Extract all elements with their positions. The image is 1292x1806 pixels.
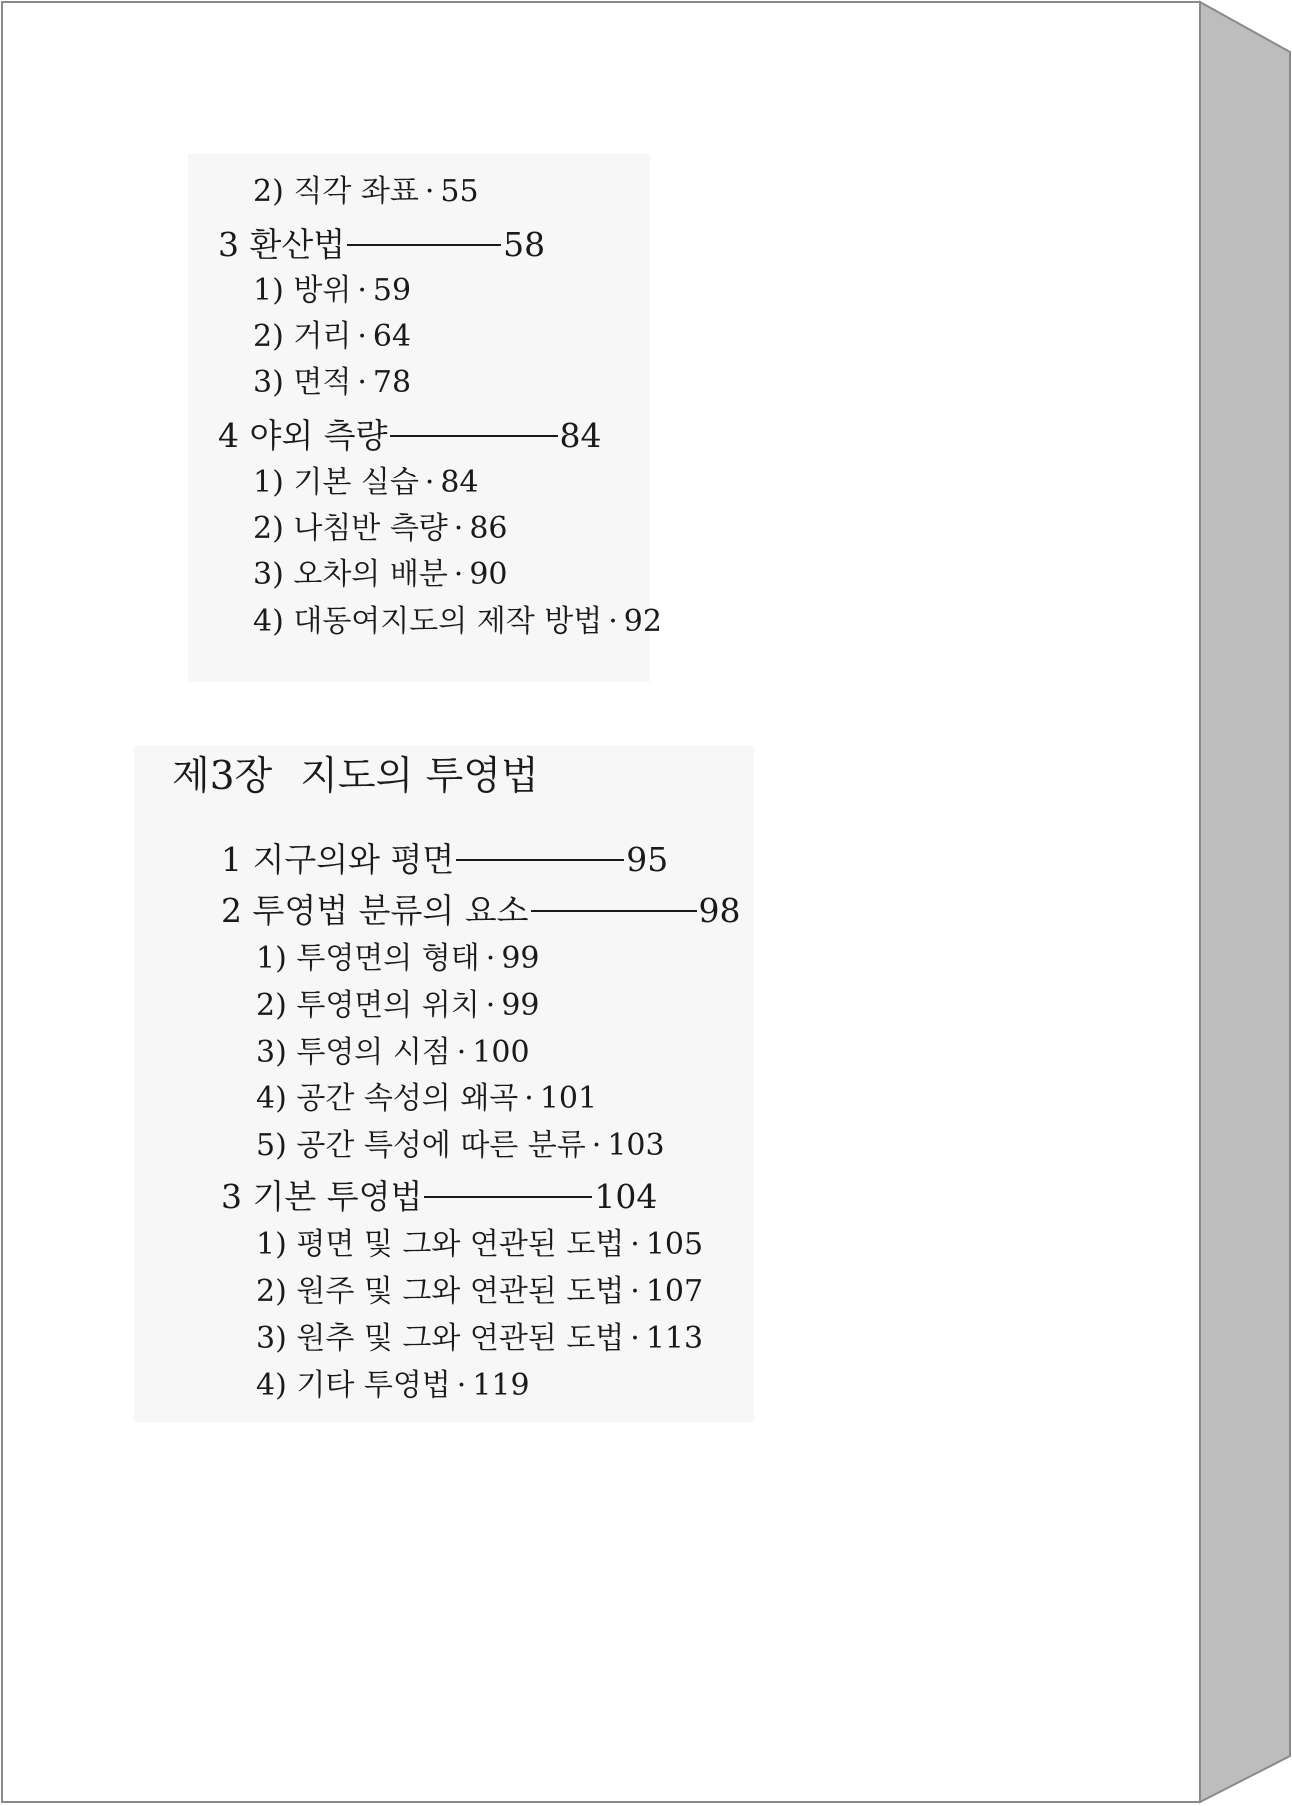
section-title: 환산법 [249, 225, 346, 264]
chapter-label-suffix: 장 [234, 754, 273, 799]
leader-line [347, 244, 501, 246]
toc-entry [256, 1274, 704, 1309]
leader-line [531, 910, 697, 912]
page-separator: · [630, 1274, 640, 1309]
section-number: 2 [221, 891, 242, 930]
section-page: 84 [559, 416, 602, 455]
entry-number: 1) [256, 1227, 287, 1262]
entry-page: 99 [501, 941, 540, 976]
toc-entry [256, 1035, 530, 1070]
entry-title: 거리 [293, 319, 352, 354]
toc-entry [253, 557, 508, 592]
page-separator: · [591, 1128, 602, 1163]
entry-title: 면적 [293, 365, 352, 400]
entry-number: 3) [256, 1321, 287, 1356]
entry-title: 기타 투영법 [296, 1368, 451, 1403]
entry-title: 투영의 시점 [296, 1035, 451, 1070]
section-title: 지구의와 평면 [252, 840, 455, 879]
entry-page: 119 [472, 1368, 530, 1403]
entry-page: 84 [440, 465, 479, 500]
entry-page: 86 [469, 511, 508, 546]
toc-entry [253, 273, 412, 308]
toc-entry [253, 604, 662, 639]
entry-number: 3) [256, 1035, 287, 1070]
toc-entry [256, 1227, 704, 1262]
section-page: 98 [698, 891, 741, 930]
entry-page: 99 [501, 988, 540, 1023]
toc-entry [256, 1368, 530, 1403]
section-number: 3 [221, 1177, 242, 1216]
entry-number: 1) [253, 465, 284, 500]
chapter-label-prefix: 제 [172, 754, 210, 799]
section-number: 1 [221, 840, 242, 879]
entry-number: 1) [253, 273, 284, 308]
entry-title: 직각 좌표 [293, 174, 419, 209]
entry-number: 2) [256, 1274, 287, 1309]
toc-entry [253, 365, 412, 400]
entry-title: 대동여지도의 제작 방법 [293, 604, 603, 639]
leader-line [456, 859, 624, 861]
entry-page: 59 [372, 273, 412, 308]
entry-number: 2) [253, 174, 284, 209]
page-separator: · [524, 1081, 534, 1116]
entry-title: 공간 특성에 따른 분류 [296, 1128, 586, 1163]
page-separator: · [357, 319, 367, 354]
page-separator: · [456, 1368, 467, 1403]
entry-title: 공간 속성의 왜곡 [296, 1081, 519, 1116]
entry-title: 방위 [293, 273, 352, 308]
entry-number: 3) [253, 365, 284, 400]
toc-entry [256, 1321, 704, 1356]
leader-line [390, 435, 558, 437]
section-number: 3 [218, 225, 239, 264]
toc-entry [256, 988, 540, 1023]
entry-page: 103 [607, 1128, 665, 1163]
page-separator: · [630, 1227, 640, 1262]
chapter-heading [172, 754, 539, 799]
entry-number: 2) [253, 511, 284, 546]
page-separator: · [456, 1035, 467, 1070]
leader-line [424, 1196, 592, 1198]
section-number: 4 [218, 416, 239, 455]
toc-entry [253, 465, 479, 500]
entry-page: 113 [645, 1321, 704, 1356]
entry-page: 90 [469, 557, 508, 592]
entry-page: 92 [623, 604, 662, 639]
entry-title: 평면 및 그와 연관된 도법 [296, 1227, 625, 1262]
page-separator: · [485, 941, 496, 976]
page-separator: · [424, 465, 435, 500]
section-title: 투영법 분류의 요소 [252, 891, 529, 930]
page-separator: · [453, 511, 464, 546]
entry-title: 나침반 측량 [293, 511, 448, 546]
entry-page: 55 [440, 174, 479, 209]
section-title: 기본 투영법 [252, 1177, 423, 1216]
entry-page: 100 [472, 1035, 530, 1070]
toc-entry [253, 511, 508, 546]
entry-page: 105 [645, 1227, 704, 1262]
toc-section [221, 891, 741, 930]
entry-title: 원주 및 그와 연관된 도법 [296, 1274, 625, 1309]
entry-title: 기본 실습 [293, 465, 419, 500]
toc-entry [256, 1128, 665, 1163]
book-spine [1200, 2, 1290, 1802]
page-separator: · [357, 365, 367, 400]
page-separator: · [485, 988, 496, 1023]
entry-number: 4) [256, 1368, 287, 1403]
entry-page: 64 [372, 319, 412, 354]
entry-title: 오차의 배분 [293, 557, 448, 592]
chapter-number: 3 [209, 754, 235, 799]
page-separator: · [608, 604, 618, 639]
toc-section [218, 225, 546, 264]
entry-number: 1) [256, 941, 287, 976]
section-page: 104 [594, 1177, 658, 1216]
toc-section [218, 416, 602, 455]
entry-number: 5) [256, 1128, 287, 1163]
toc-section [221, 840, 669, 879]
section-title: 야외 측량 [249, 416, 388, 455]
toc-page [6, 4, 1198, 1800]
page-separator: · [453, 557, 464, 592]
entry-page: 107 [645, 1274, 704, 1309]
toc-entry [253, 174, 479, 209]
entry-number: 4) [253, 604, 284, 639]
entry-number: 3) [253, 557, 284, 592]
page-separator: · [357, 273, 367, 308]
entry-number: 4) [256, 1081, 287, 1116]
entry-title: 원추 및 그와 연관된 도법 [296, 1321, 625, 1356]
entry-page: 78 [372, 365, 412, 400]
entry-title: 투영면의 형태 [296, 941, 480, 976]
entry-number: 2) [256, 988, 287, 1023]
section-page: 95 [626, 840, 669, 879]
toc-entry [253, 319, 412, 354]
entry-title: 투영면의 위치 [296, 988, 480, 1023]
section-page: 58 [503, 225, 546, 264]
entry-page: 101 [539, 1081, 598, 1116]
chapter-title: 지도의 투영법 [300, 754, 539, 799]
toc-entry [256, 941, 540, 976]
page-separator: · [424, 174, 435, 209]
toc-section [221, 1177, 658, 1216]
page-separator: · [630, 1321, 640, 1356]
toc-entry [256, 1081, 598, 1116]
entry-number: 2) [253, 319, 284, 354]
